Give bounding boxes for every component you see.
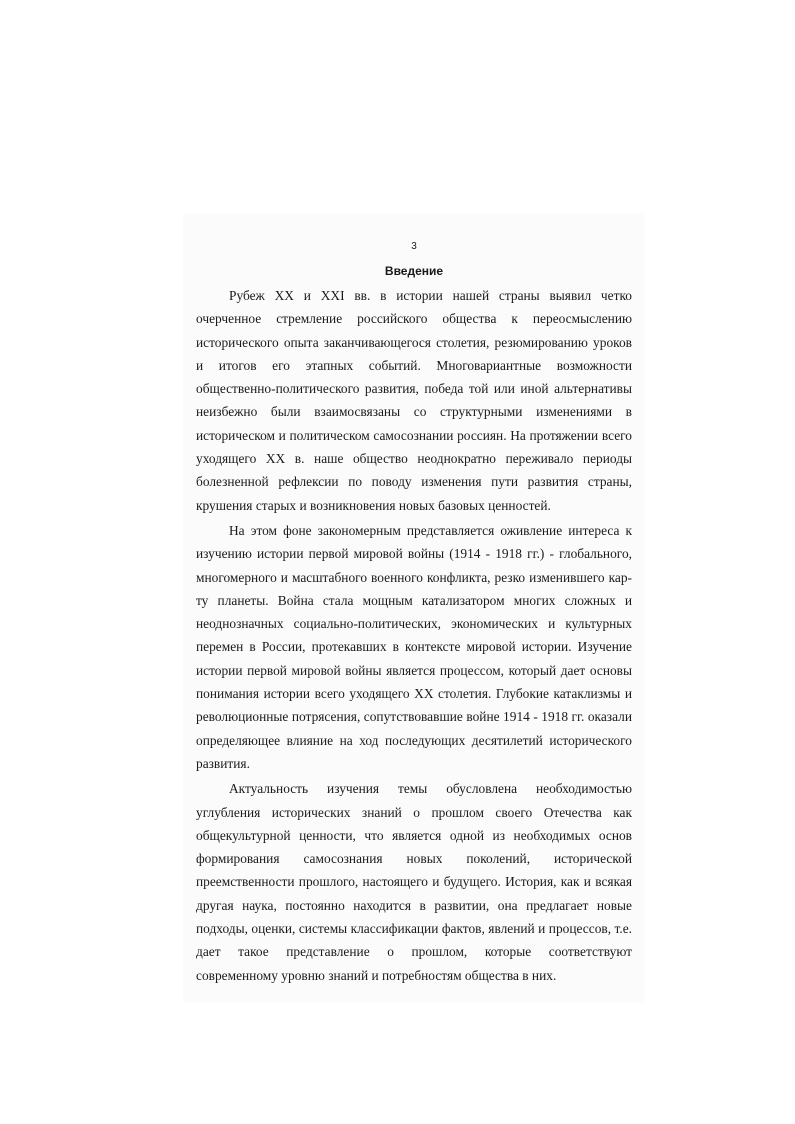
paragraph-1: Рубеж XX и XXI вв. в истории нашей страны выявил четко очерченное стремление российского общества к переосмыслению исторического опыта заканчивающегося столетия, резюмированию уроков и итогов его этапных событий. Многовариантные возможности общественно-политического развития, победа той или иной альтернативы неизбежно были взаимосвязаны со структурными изменениями в историческом и политическом самосознании россиян. На протяжении всего уходящего XX в. наше общество неоднократно переживало периоды болезненной рефлексии по поводу изменения пути развития страны, крушения старых и возникновения новых базовых ценностей. xyxy=(196,288,632,513)
page-number: 3 xyxy=(411,241,417,252)
page-content xyxy=(196,240,632,987)
paragraph-3: Актуальность изучения темы обусловлена необходимостью углубления исторических знаний о прошлом своего Отечества как общекультурной ценности, что является одной из необходимых основ формирования самосознания новых поколений, исторической преемственности прошлого, настоящего и будущего. История, как и всякая другая наука, постоянно находится в развитии, она предлагает новые подходы, оценки, системы классификации фактов, явлений и процессов, т.е. дает такое представление о прошлом, которые соответствуют современному уровню знаний и потребностям общества в них. xyxy=(196,781,632,983)
paragraph-2: На этом фоне закономерным представляется оживление интереса к изучению истории первой мировой войны (1914 - 1918 гг.) - глобального, многомерного и масштабного военного конфликта, резко изменившего карту планеты. Война стала мощным катализатором многих сложных и неоднозначных социально-политических, экономических и культурных перемен в России, протекавших в контексте мировой истории. Изучение истории первой мировой войны является процессом, который дает основы понимания истории всего уходящего XX столетия. Глубокие катаклизмы и революционные потрясения, сопутствовавшие войне 1914 - 1918 гг. оказали определяющее влияние на ход последующих десятилетий исторического развития. xyxy=(196,522,632,771)
section-heading: Введение xyxy=(384,264,444,278)
